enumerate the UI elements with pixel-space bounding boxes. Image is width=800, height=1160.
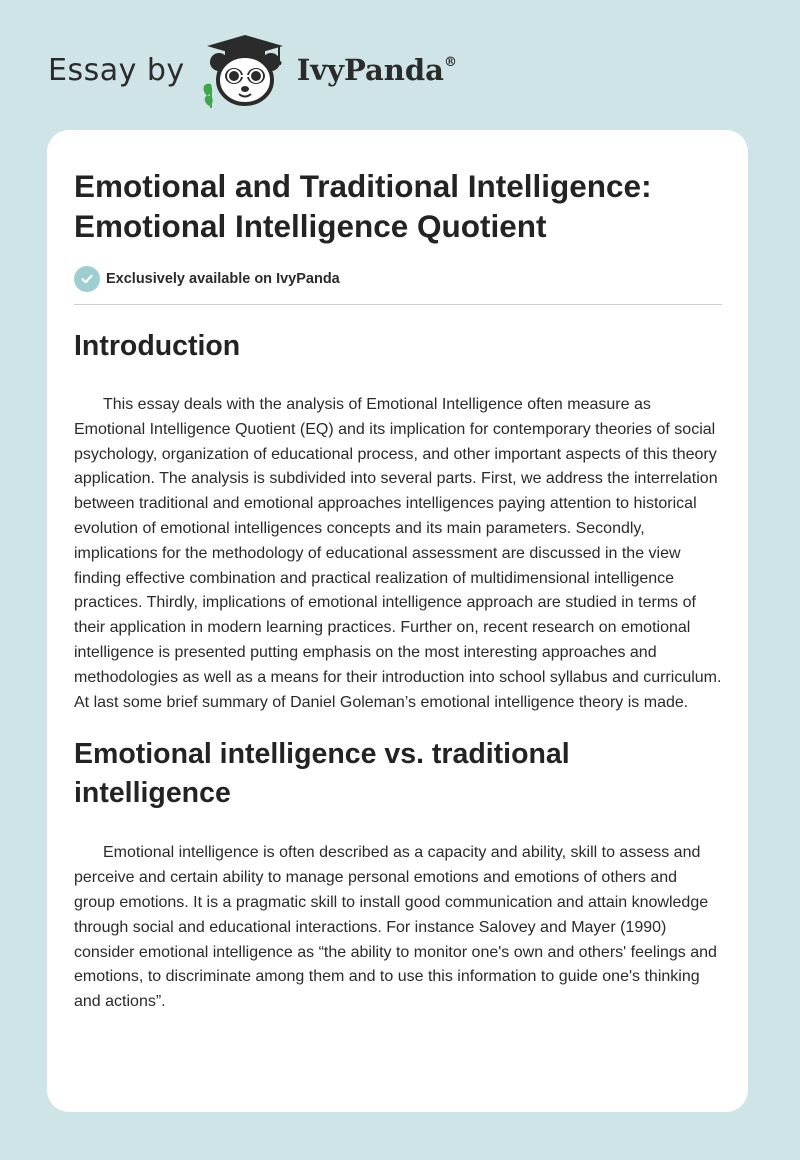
badge-text: Exclusively available on IvyPanda [106,271,340,287]
section-heading-introduction: Introduction [74,330,241,362]
section-paragraph-introduction: This essay deals with the analysis of Emotional Intelligence often measure as Emotional Intelligence Quotient (EQ) and its implication for contemporary theories of social psychology, organization of educational process, and other important aspects of this theory application. The analysis is subdivided into several parts. First, we address the interrelation between traditional and emotional approaches intelligences paying attention to historical evolution of emotional intelligences concepts and its main parameters. Secondly, implications for the methodology of educational assessment are discussed in the view finding effective combination and practical realization of multidimensional intelligence practices. Thirdly, implications of emotional intelligence approach are studied in terms of their application in modern learning practices. Further on, recent research on emotional intelligence is presented putting emphasis on the most interesting approaches and methodologies as well as a means for their introduction into school syllabus and curriculum. At last some brief summary of Daniel Goleman’s emotional intelligence theory is made. [74,396,722,711]
ivypanda-logo[interactable] [199,32,457,108]
site-header [48,30,457,110]
title-line-2: Emotional Intelligence Quotient [74,208,547,244]
divider [74,304,722,305]
section-paragraph-emotional-intelligence: Emotional intelligence is often described as a capacity and ability, skill to assess and perceive and certain ability to manage personal emotions and emotions of others and group emotions. It is a pragmatic skill to install good communication and attain knowledge through social and educational interactions. For instance Salovey and Mayer (1990) consider emotional intelligence as “the ability to monitor one's own and others' feelings and emotions, to discriminate among them and to use this information to guide one's thinking and actions”. [74,844,717,1011]
exclusive-badge [74,265,722,293]
title-line-1: Emotional and Traditional Intelligence: [74,168,652,204]
article-card [47,130,748,1112]
section-heading-emotional-intelligence: Emotional intelligence vs. traditional intelligence [74,738,570,810]
check-circle-icon [74,266,100,292]
essay-by-label: Essay by [48,52,185,88]
registered-mark: ® [443,55,457,70]
article-title [74,166,722,246]
logo-text: IvyPanda® [296,53,457,87]
panda-graduate-icon [199,32,291,108]
